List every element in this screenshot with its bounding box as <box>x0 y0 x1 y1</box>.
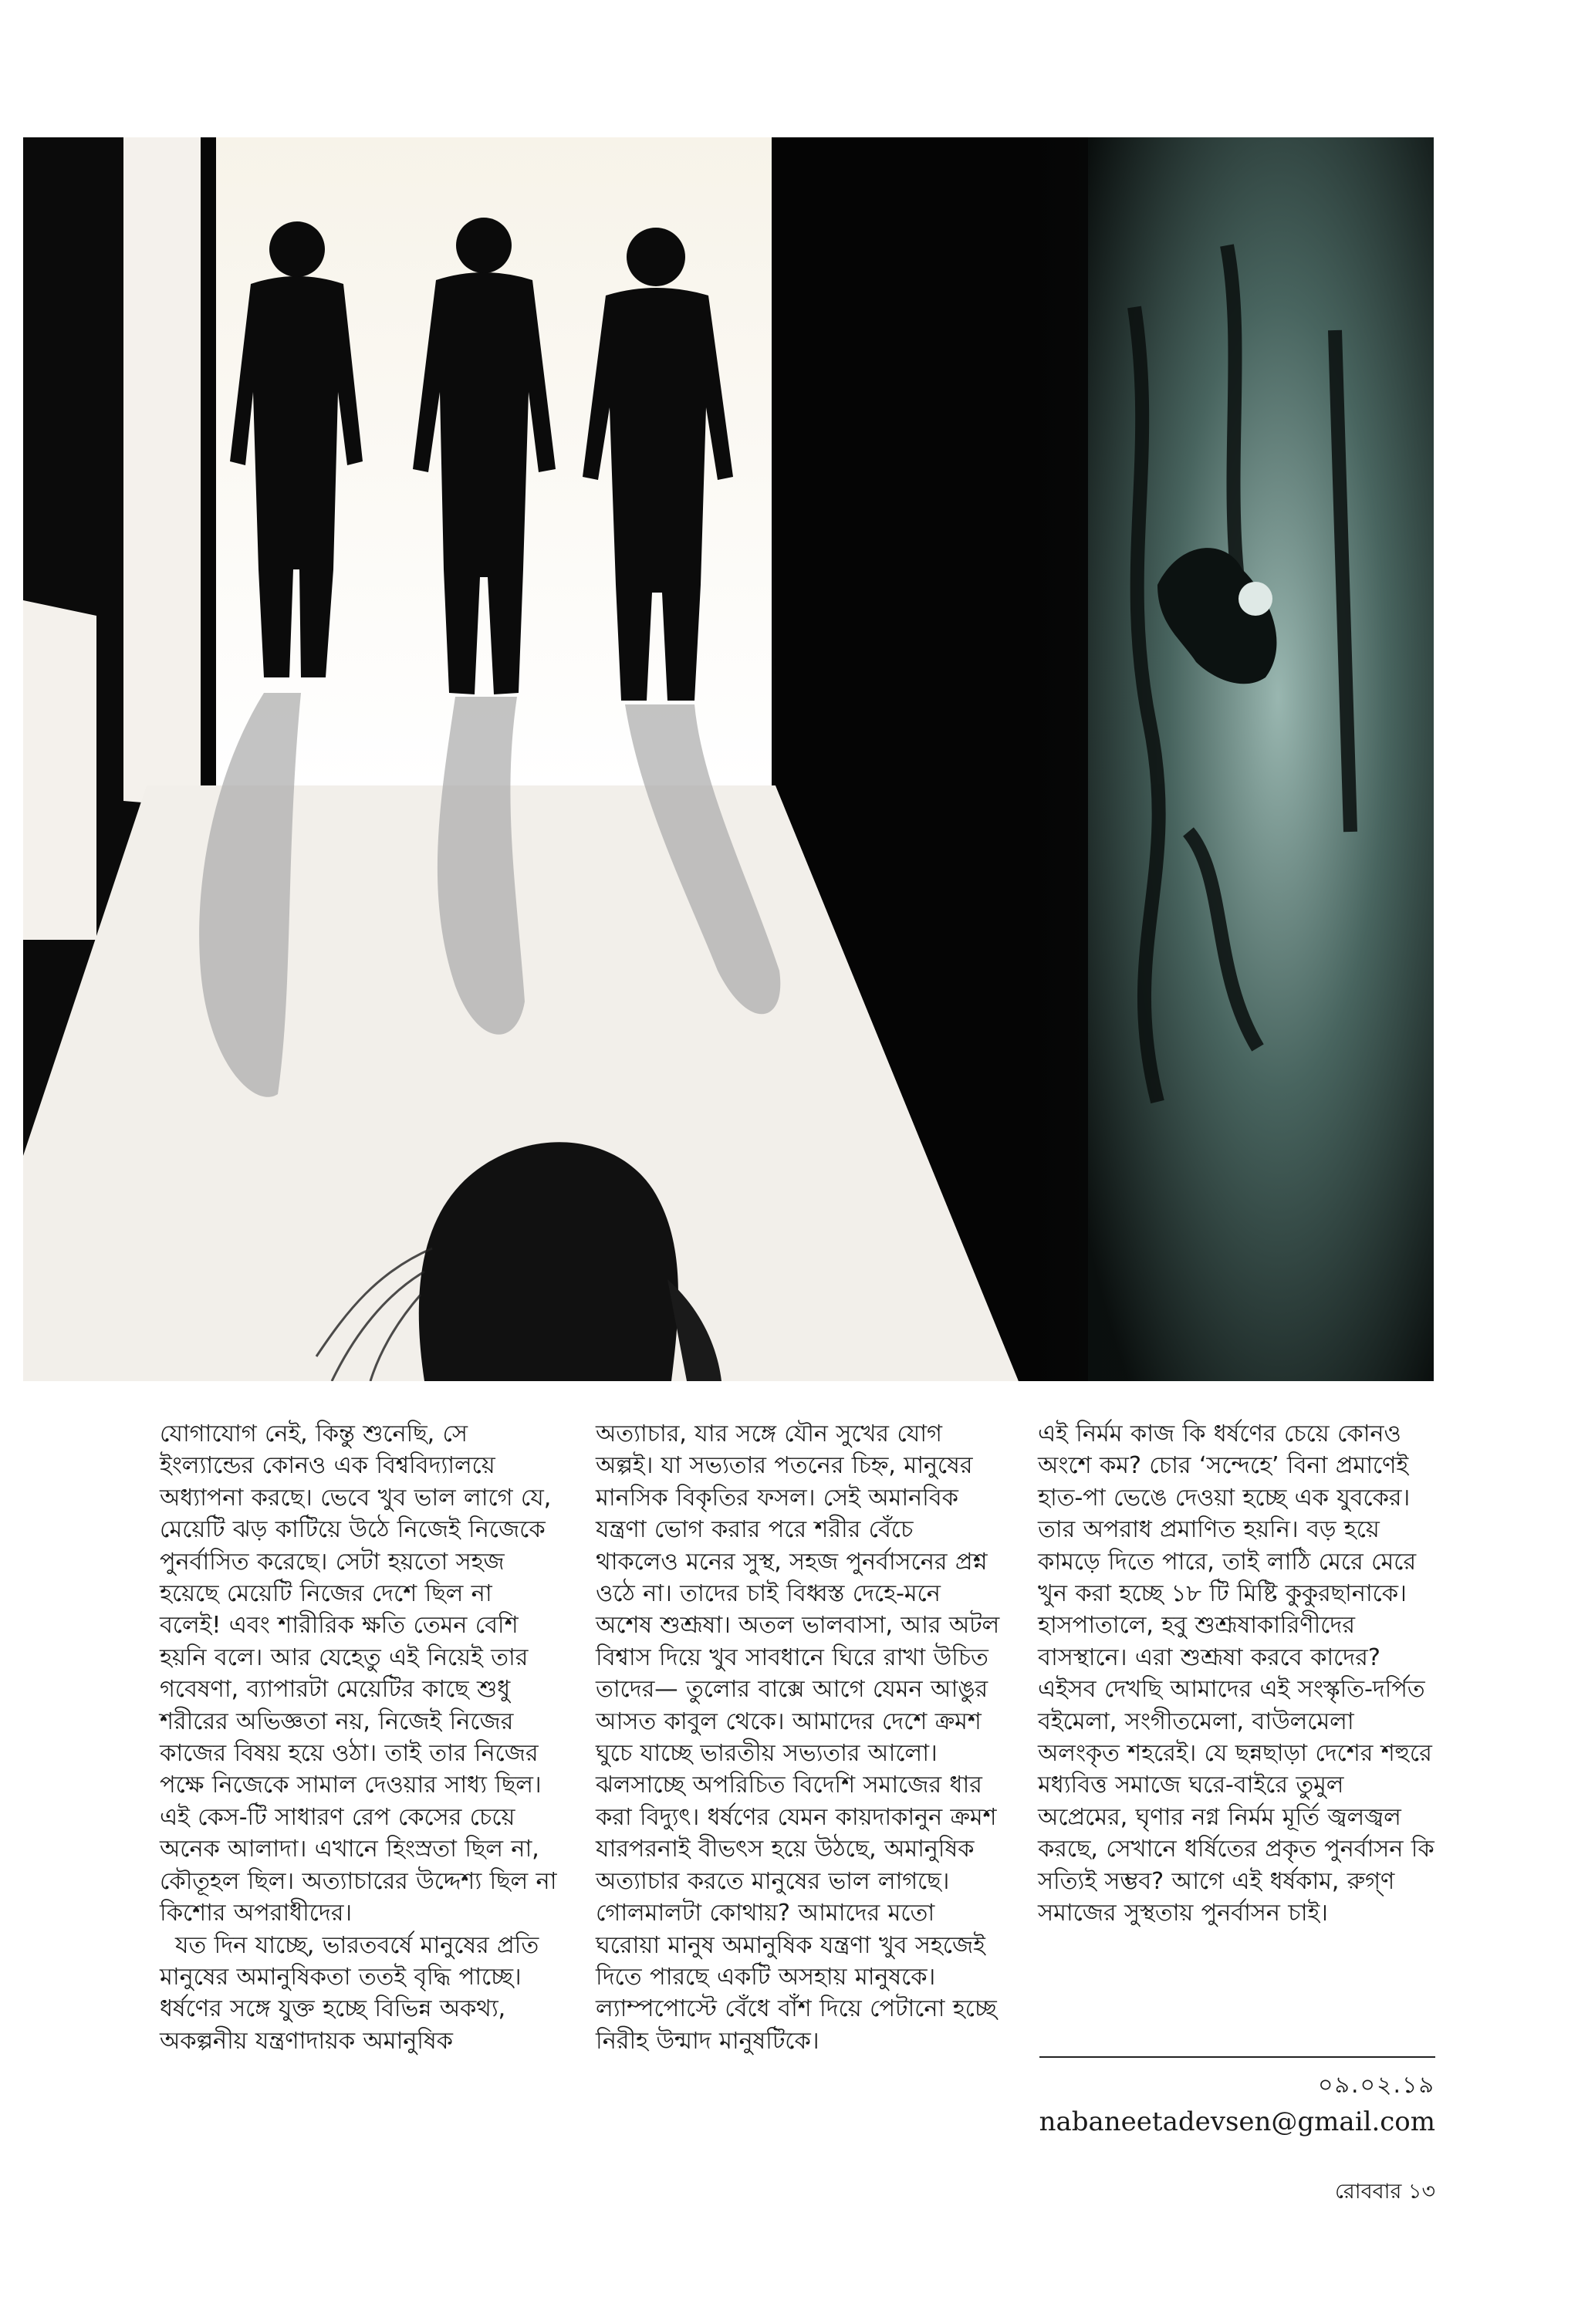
article-column-2 <box>596 1418 1001 2057</box>
paragraph: যোগাযোগ নেই, কিন্তু শুনেছি, সে ইংল্যান্ডের কোনও এক বিশ্ববিদ্যালয়ে অধ্যাপনা করছে। ভেবে খুব ভাল লাগে যে, মেয়েটি ঝড় কাটিয়ে উঠে নিজেই নিজেকে পুনর্বাসিত করেছে। সেটা হয়তো সহজ হয়েছে মেয়েটি নিজের দেশে ছিল না বলেই! এবং শারীরিক ক্ষতি তেমন বেশি হয়নি বলে। আর যেহেতু এই নিয়েই তার গবেষণা, ব্যাপারটা মেয়েটির কাছে শুধু শরীরের অভিজ্ঞতা নয়, নিজেই নিজের কাজের বিষয় হয়ে ওঠা। তাই তার নিজের পক্ষে নিজেকে সামাল দেওয়ার সাধ্য ছিল। এই কেস-টি সাধারণ রেপ কেসের চেয়ে অনেক আলাদা। এখানে হিংস্রতা ছিল না, কৌতূহল ছিল। অত্যাচারের উদ্দেশ্য ছিল না কিশোর অপরাধীদের। <box>160 1420 557 1927</box>
author-email: nabaneetadevsen@gmail.com <box>1039 2106 1435 2137</box>
silhouette-illustration <box>23 137 1434 1381</box>
page-folio: রোববার ১৩ <box>1334 2180 1435 2204</box>
paragraph: এই নির্মম কাজ কি ধর্ষণের চেয়ে কোনও অংশে কম? চোর ‘সন্দেহে’ বিনা প্রমাণেই হাত-পা ভেঙে দেওয়া হচ্ছে এক যুবকের। তার অপরাধ প্রমাণিত হয়নি। বড় হয়ে কামড়ে দিতে পারে, তাই লাঠি মেরে মেরে খুন করা হচ্ছে ১৮ টি মিষ্টি কুকুরছানাকে। হাসপাতালে, হবু শুশ্রূষাকারিণীদের বাসস্থানে। এরা শুশ্রূষা করবে কাদের? এইসব দেখছি আমাদের এই সংস্কৃতি-দর্পিত বইমেলা, সংগীতমেলা, বাউলমেলা অলংকৃত শহরেই। যে ছন্নছাড়া দেশের শহুরে মধ্যবিত্ত সমাজে ঘরে-বাইরে তুমুল অপ্রেমের, ঘৃণার নগ্ন নির্মম মূর্তি জ্বলজ্বল করছে, সেখানে ধর্ষিতের প্রকৃত পুনর্বাসন কি সত্যিই সম্ভব? আগে এই ধর্ষকাম, রুগ্ণ সমাজের সুস্থতায় পুনর্বাসন চাই। <box>1038 1420 1434 1927</box>
paragraph: অত্যাচার, যার সঙ্গে যৌন সুখের যোগ অল্পই। যা সভ্যতার পতনের চিহ্ন, মানুষের মানসিক বিকৃতির ফসল। সেই অমানবিক যন্ত্রণা ভোগ করার পরে শরীর বেঁচে থাকলেও মনের সুস্থ, সহজ পুনর্বাসনের প্রশ্ন ওঠে না। তাদের চাই বিধ্বস্ত দেহে-মনে অশেষ শুশ্রূষা। অতল ভালবাসা, আর অটল বিশ্বাস দিয়ে খুব সাবধানে ঘিরে রাখা উচিত তাদের— তুলোর বাক্সে আগে যেমন আঙুর আসত কাবুল থেকে। আমাদের দেশে ক্রমশ ঘুচে যাচ্ছে ভারতীয় সভ্যতার আলো। ঝলসাচ্ছে অপরিচিত বিদেশি সমাজের ধার করা বিদ্যুৎ। ধর্ষণের যেমন কায়দাকানুন ক্রমশ যারপরনাই বীভৎস হয়ে উঠছে, অমানুষিক অত্যাচার করতে মানুষের ভাল লাগছে। গোলমালটা কোথায়? আমাদের মতো ঘরোয়া মানুষ অমানুষিক যন্ত্রণা খুব সহজেই দিতে পারছে একটি অসহায় মানুষকে। ল্যাম্পপোস্টে বেঁধে বাঁশ দিয়ে পেটানো হচ্ছে নিরীহ উন্মাদ মানুষটিকে। <box>596 1420 1000 2055</box>
paragraph: যত দিন যাচ্ছে, ভারতবর্ষে মানুষের প্রতি মানুষের অমানুষিকতা ততই বৃদ্ধি পাচ্ছে। ধর্ষণের সঙ্গে যুক্ত হচ্ছে বিভিন্ন অকথ্য, অকল্পনীয় যন্ত্রণাদায়ক অমানুষিক <box>160 1931 539 2055</box>
door-lock <box>1238 582 1272 616</box>
article-column-3 <box>1038 1418 1439 1930</box>
signature-divider <box>1039 2056 1435 2058</box>
article-date: ০৯.০২.১৯ <box>1318 2072 1435 2099</box>
article-illustration <box>23 137 1434 1381</box>
article-column-1 <box>160 1418 557 2057</box>
